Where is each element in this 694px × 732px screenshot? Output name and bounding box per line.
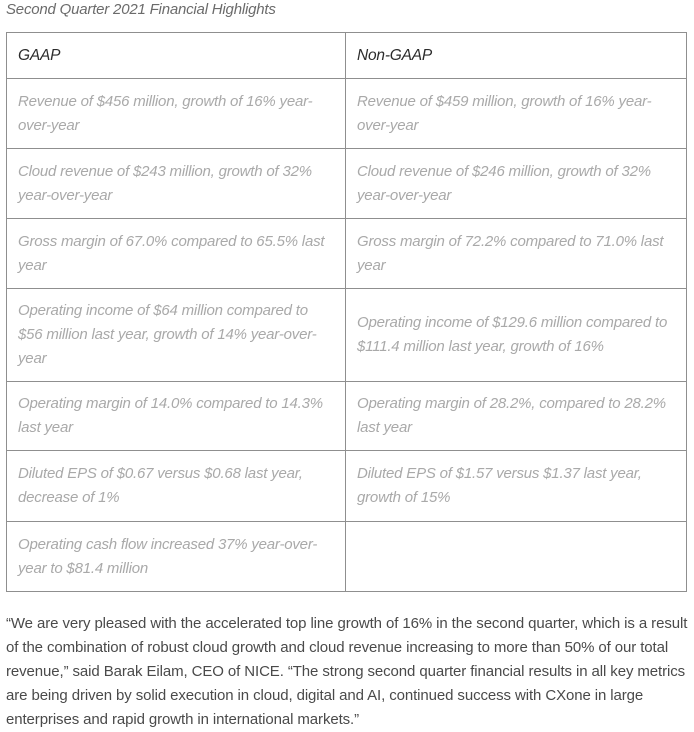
table-caption: Second Quarter 2021 Financial Highlights: [6, 1, 276, 18]
table-row: [7, 382, 687, 451]
table-row: [7, 522, 687, 592]
gaap-operating-cash-flow: Operating cash flow increased 37% year-over-year to $81.4 million: [7, 522, 346, 592]
non-gaap-gross-margin: Gross margin of 72.2% compared to 71.0% last year: [346, 219, 687, 289]
non-gaap-operating-margin: Operating margin of 28.2%, compared to 28.2% last year: [346, 382, 687, 451]
non-gaap-revenue: Revenue of $459 million, growth of 16% year-over-year: [346, 79, 687, 149]
ceo-quote: “We are very pleased with the accelerated top line growth of 16% in the second quarter, which is a result of the combination of robust cloud growth and cloud revenue increasing to more than 50% of our total revenue,” said Barak Eilam, CEO of NICE. “The strong second quarter financial results in all key metrics are being driven by solid execution in cloud, digital and AI, continued success with CXone in large enterprises and rapid growth in international markets.”: [6, 615, 688, 728]
table-row: [7, 289, 687, 382]
table-header-row: [7, 33, 687, 79]
table-row: [7, 451, 687, 522]
financial-highlights-table: [6, 32, 687, 592]
table-row: [7, 79, 687, 149]
gaap-operating-income: Operating income of $64 million compared to $56 million last year, growth of 14% year-over-year: [7, 289, 346, 382]
header-gaap: GAAP: [7, 33, 346, 79]
gaap-revenue: Revenue of $456 million, growth of 16% year-over-year: [7, 79, 346, 149]
non-gaap-diluted-eps: Diluted EPS of $1.57 versus $1.37 last year, growth of 15%: [346, 451, 687, 522]
non-gaap-operating-income: Operating income of $129.6 million compared to $111.4 million last year, growth of 16%: [346, 289, 687, 382]
gaap-cloud-revenue: Cloud revenue of $243 million, growth of 32% year-over-year: [7, 149, 346, 219]
gaap-operating-margin: Operating margin of 14.0% compared to 14.3% last year: [7, 382, 346, 451]
gaap-diluted-eps: Diluted EPS of $0.67 versus $0.68 last year, decrease of 1%: [7, 451, 346, 522]
table-row: [7, 219, 687, 289]
header-non-gaap: Non-GAAP: [346, 33, 687, 79]
table-row: [7, 149, 687, 219]
non-gaap-empty-cell: [346, 522, 687, 592]
non-gaap-cloud-revenue: Cloud revenue of $246 million, growth of 32% year-over-year: [346, 149, 687, 219]
gaap-gross-margin: Gross margin of 67.0% compared to 65.5% last year: [7, 219, 346, 289]
